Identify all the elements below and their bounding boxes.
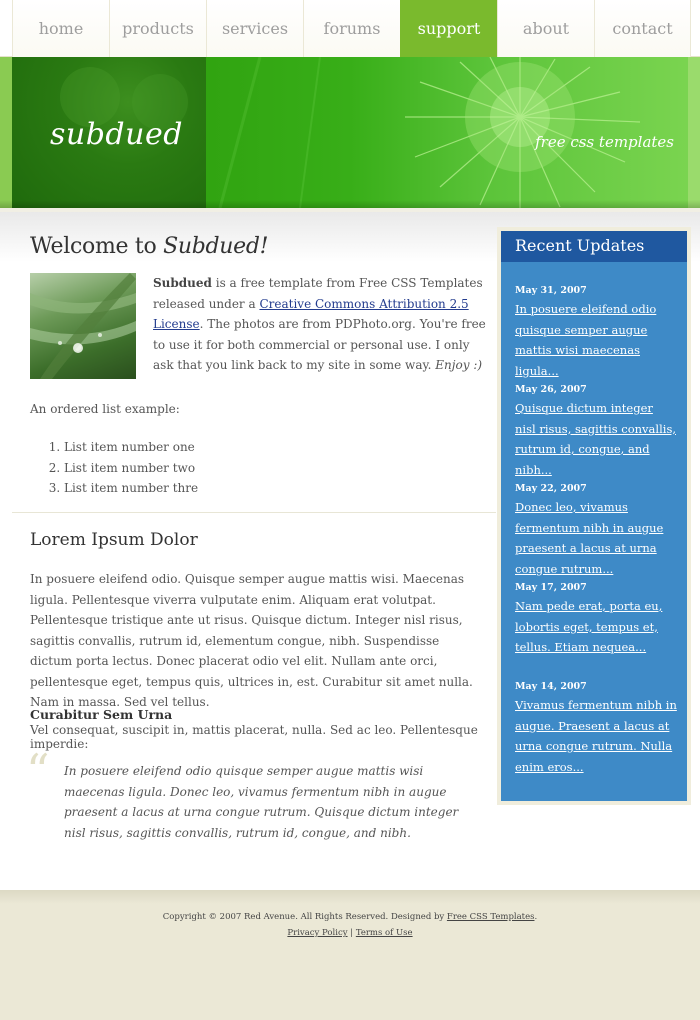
blockquote: In posuere eleifend odio quisque semper augue mattis wisi maecenas ligula. Donec leo, vivamus fermentum nibh in augue praesent a lacus at urna congue rutrum. Quisque dictum integer nisl risus, sagittis convallis, rutrum id, congue, and nibh.	[64, 764, 459, 840]
page-title-emphasis: Subdued!	[163, 234, 269, 259]
update-item	[515, 285, 677, 381]
nav-item-label: support	[417, 19, 481, 38]
grass-thumbnail-image	[30, 273, 136, 379]
update-item	[515, 681, 677, 777]
update-link[interactable]: Quisque dictum integer nisl risus, sagittis convallis, rutrum id, congue, and nibh...	[515, 401, 677, 477]
nav-item-label: home	[38, 19, 84, 38]
intro-paragraph	[153, 273, 489, 376]
designer-link[interactable]: Free CSS Templates	[446, 912, 535, 922]
list-item: 2. List item number two	[64, 458, 198, 479]
intro-bold-name: Subdued	[153, 276, 212, 290]
sidebar	[497, 227, 691, 805]
subsection-title: Curabitur Sem Urna	[30, 707, 173, 722]
page-title	[30, 234, 496, 259]
update-link[interactable]: Donec leo, vivamus fermentum nibh in augue praesent a lacus at urna congue rutrum...	[515, 500, 664, 576]
header-shadow	[0, 200, 700, 208]
nav-item-products[interactable]	[109, 0, 206, 57]
page-title-prefix: Welcome to	[30, 234, 164, 259]
top-navigation	[0, 0, 700, 57]
nav-item-about[interactable]	[497, 0, 594, 57]
license-link[interactable]: Creative Commons Attribution 2.5 License	[153, 296, 469, 331]
footer	[0, 890, 700, 1020]
subsection-paragraph: Vel consequat, suscipit in, mattis placerat, nulla. Sed ac leo. Pellentesque imperdie:	[30, 723, 478, 751]
nav-item-label: forums	[323, 19, 381, 38]
section-divider	[12, 512, 496, 513]
intro-text-2: . The photos are from PDPhoto.org. You're free to use it for both commercial or personal use. I only ask that you link back to my site in some way.	[153, 317, 486, 372]
intro-text-1: is a free template from Free CSS Templates released under a	[153, 276, 483, 311]
update-link[interactable]: In posuere eleifend odio quisque semper augue mattis wisi maecenas ligula...	[515, 302, 657, 378]
nav-item-home[interactable]	[12, 0, 109, 57]
update-item	[515, 384, 677, 480]
site-logo[interactable]: subdued	[50, 117, 183, 152]
terms-of-use-link[interactable]: Terms of Use	[355, 928, 413, 938]
quote-mark-icon: “	[26, 744, 50, 798]
grass-blades-graphic	[30, 273, 136, 379]
section-paragraph: In posuere eleifend odio. Quisque semper augue mattis wisi. Maecenas ligula. Pellentesque viverra vulputate enim. Aliquam erat volutpat. Pellentesque tristique ante ut risus. Quisque dictum. Integer nisl risus, sagittis convallis, rutrum id, elementum congue, nibh. Suspendisse dictum porta lectus. Donec placerat odio vel elit. Nullam ante orci, pellentesque eget, tempus quis, ultrices in, est. Curabitur sit amet nulla. Nam in massa. Sed vel tellus.	[30, 572, 473, 709]
section-title: Lorem Ipsum Dolor	[30, 530, 198, 550]
copyright-line	[0, 912, 700, 922]
header-banner	[0, 57, 700, 208]
ordered-list-label: An ordered list example:	[30, 402, 180, 416]
copyright-text: Copyright © 2007 Red Avenue. All Rights Reserved. Designed by	[162, 912, 447, 922]
update-date: May 22, 2007	[515, 483, 587, 494]
nav-item-forums[interactable]	[303, 0, 400, 57]
update-date: May 14, 2007	[515, 681, 587, 692]
nav-item-services[interactable]	[206, 0, 303, 57]
main-content	[12, 212, 496, 840]
update-date: May 31, 2007	[515, 285, 587, 296]
nav-item-contact[interactable]	[594, 0, 691, 57]
intro-enjoy: Enjoy :)	[435, 358, 483, 372]
ordered-list	[64, 437, 198, 499]
update-date: May 17, 2007	[515, 582, 587, 593]
nav-item-label: products	[122, 19, 194, 38]
recent-updates-title: Recent Updates	[501, 231, 687, 262]
update-item	[515, 582, 677, 658]
page-body	[0, 208, 700, 890]
site-slogan: free css templates	[535, 133, 674, 151]
update-item	[515, 483, 677, 579]
header-right-strip	[688, 57, 700, 208]
recent-updates-box	[501, 231, 687, 801]
nav-list	[0, 0, 700, 57]
nav-item-label: services	[221, 19, 289, 38]
nav-item-label: contact	[612, 19, 673, 38]
update-link[interactable]: Vivamus fermentum nibh in augue. Praesent a lacus at urna congue rutrum. Nulla enim eros...	[515, 698, 677, 774]
footer-links	[0, 928, 700, 938]
list-item: 1. List item number one	[64, 437, 198, 458]
list-item: 3. List item number thre	[64, 478, 198, 499]
update-date: May 26, 2007	[515, 384, 587, 395]
copyright-suffix: .	[534, 912, 538, 922]
nav-item-support[interactable]	[400, 0, 497, 57]
privacy-policy-link[interactable]: Privacy Policy	[287, 928, 348, 938]
update-link[interactable]: Nam pede erat, porta eu, lobortis eget, tempus et, tellus. Etiam nequea...	[515, 599, 663, 654]
footer-separator: |	[347, 928, 356, 938]
nav-item-label: about	[522, 19, 570, 38]
